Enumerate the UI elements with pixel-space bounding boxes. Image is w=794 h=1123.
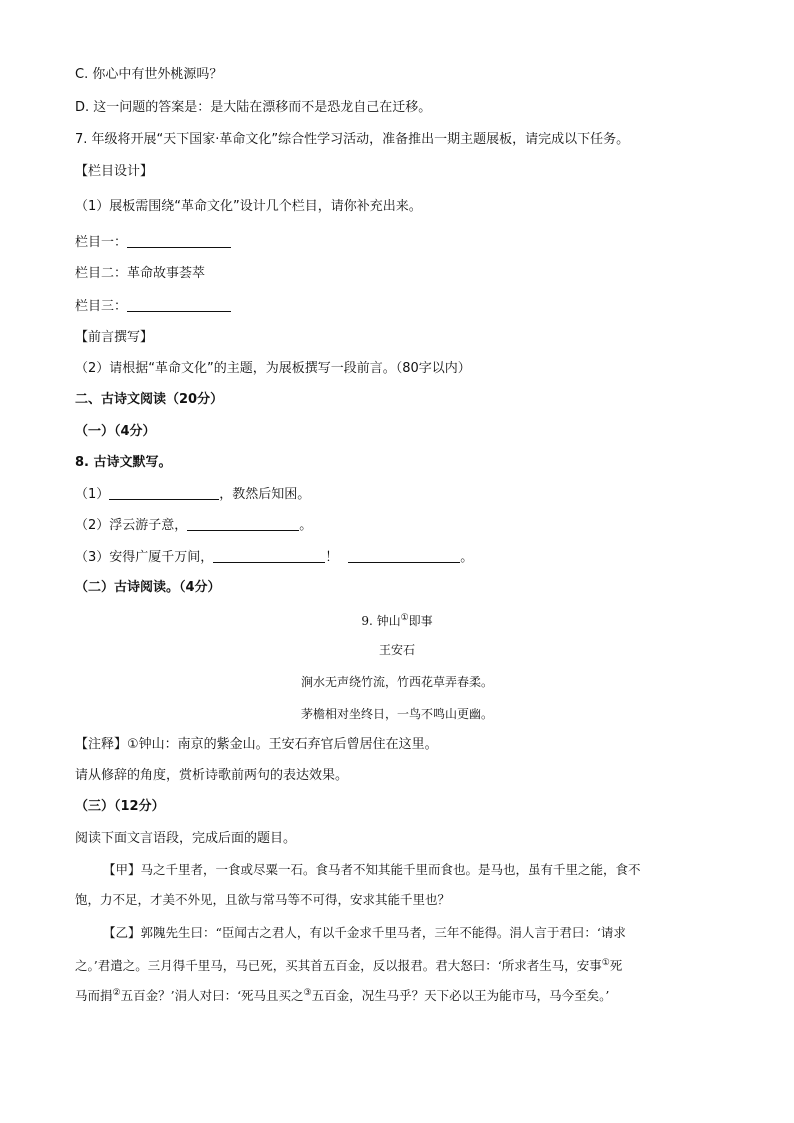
section-column-design: 【栏目设计】: [75, 164, 154, 179]
passage-a-line-1: 【甲】马之千里者，一食或尽粟一石。食马者不知其能千里而食也。是马也，虽有千里之能，食不: [103, 862, 641, 877]
passage-b-line-3-a: 马而捐: [75, 988, 113, 1003]
poem-title: [0, 609, 794, 630]
poem-note: [75, 736, 438, 754]
passage-b-line-2-text: 之。’君遣之。三月得千里马，马已死，买其首五百金，反以报君。君大怒曰：‘所求者生马，安事: [75, 958, 602, 973]
poem-question: 请从修辞的角度，赏析诗歌前两句的表达效果。: [75, 768, 349, 783]
subsection-2-heading: （二）古诗阅读。（4分）: [75, 580, 221, 595]
note-label: 【注释】: [75, 737, 128, 752]
question-8-1-label: （1）: [75, 487, 110, 502]
column-3-line: [75, 297, 231, 316]
passage-a-line-2: 饱，力不足，才美不外见，且欲与常马等不可得，安求其能千里也？: [75, 892, 451, 907]
subsection-3-heading: （三）（12分）: [75, 799, 165, 814]
poem-line-2: 茅檐相对坐终日，一鸟不鸣山更幽。: [300, 707, 493, 721]
question-8-2: [75, 516, 312, 535]
question-8-1-suffix: ，教然后知困。: [219, 487, 311, 502]
passage-b-line-3: [75, 984, 609, 1005]
question-8-2-label: （2）浮云游子意，: [75, 518, 188, 533]
question-8-3-suffix: 。: [460, 550, 474, 565]
question-8: 8. 古诗文默写。: [75, 455, 172, 470]
column-3-blank[interactable]: [127, 297, 231, 312]
poem-title-suffix: 即事: [408, 614, 433, 628]
question-8-3-blank-2[interactable]: [348, 548, 460, 563]
note-marker: ①: [127, 737, 139, 752]
option-c: C. 你心中有世外桃源吗？: [75, 67, 223, 82]
column-3-label: 栏目三：: [75, 299, 128, 314]
note-text: 钟山：南京的紫金山。王安石弃官后曾居住在这里。: [138, 737, 438, 752]
classical-intro: 阅读下面文言语段，完成后面的题目。: [75, 831, 297, 846]
question-8-2-suffix: 。: [299, 518, 313, 533]
question-8-3-blank-1[interactable]: [213, 548, 325, 563]
part-2-heading: 二、古诗文阅读（20分）: [75, 392, 224, 407]
question-7-2: （2）请根据“革命文化”的主题，为展板撰写一段前言。（80字以内）: [75, 361, 471, 376]
footnote-marker-3: ③: [303, 988, 312, 998]
passage-b-line-3-b: 五百金？’涓人对曰：‘死马且买之: [120, 988, 304, 1003]
passage-b-line-1: 【乙】郭隗先生曰：“臣闻古之君人，有以千金求千里马者，三年不能得。涓人言于君曰：‘请求: [103, 925, 626, 940]
question-8-3: [75, 548, 473, 567]
question-7: 7. 年级将开展“天下国家·革命文化”综合性学习活动，准备推出一期主题展板，请完成以下任务。: [75, 132, 630, 147]
question-8-1: [75, 485, 310, 504]
question-7-1: （1）展板需围绕“革命文化”设计几个栏目，请你补充出来。: [75, 199, 422, 214]
passage-b-line-2-end: 死: [609, 958, 623, 973]
column-1-line: [75, 233, 231, 252]
option-d: D. 这一问题的答案是：是大陆在漂移而不是恐龙自己在迁移。: [75, 100, 432, 115]
section-preface: 【前言撰写】: [75, 330, 154, 345]
question-8-1-blank[interactable]: [109, 485, 219, 500]
poem-author: 王安石: [378, 643, 415, 657]
passage-b-line-2: [75, 954, 622, 975]
poem-footnote-marker: ①: [400, 613, 409, 623]
footnote-marker-1: ①: [601, 958, 610, 968]
question-8-3-mid: ！: [325, 550, 339, 565]
column-2-line: 栏目二：革命故事荟萃: [75, 266, 206, 281]
poem-line-1: 涧水无声绕竹流，竹西花草弄春柔。: [300, 675, 493, 689]
column-1-blank[interactable]: [127, 233, 231, 248]
column-1-label: 栏目一：: [75, 235, 128, 250]
question-8-2-blank[interactable]: [187, 516, 299, 531]
poem-title-text: 9. 钟山: [361, 614, 401, 628]
passage-b-line-3-c: 五百金，况生马乎？天下必以王为能市马，马今至矣。’: [311, 988, 610, 1003]
question-8-3-label: （3）安得广厦千万间，: [75, 550, 214, 565]
footnote-marker-2: ②: [112, 988, 121, 998]
subsection-1-heading: （一）（4分）: [75, 424, 156, 439]
